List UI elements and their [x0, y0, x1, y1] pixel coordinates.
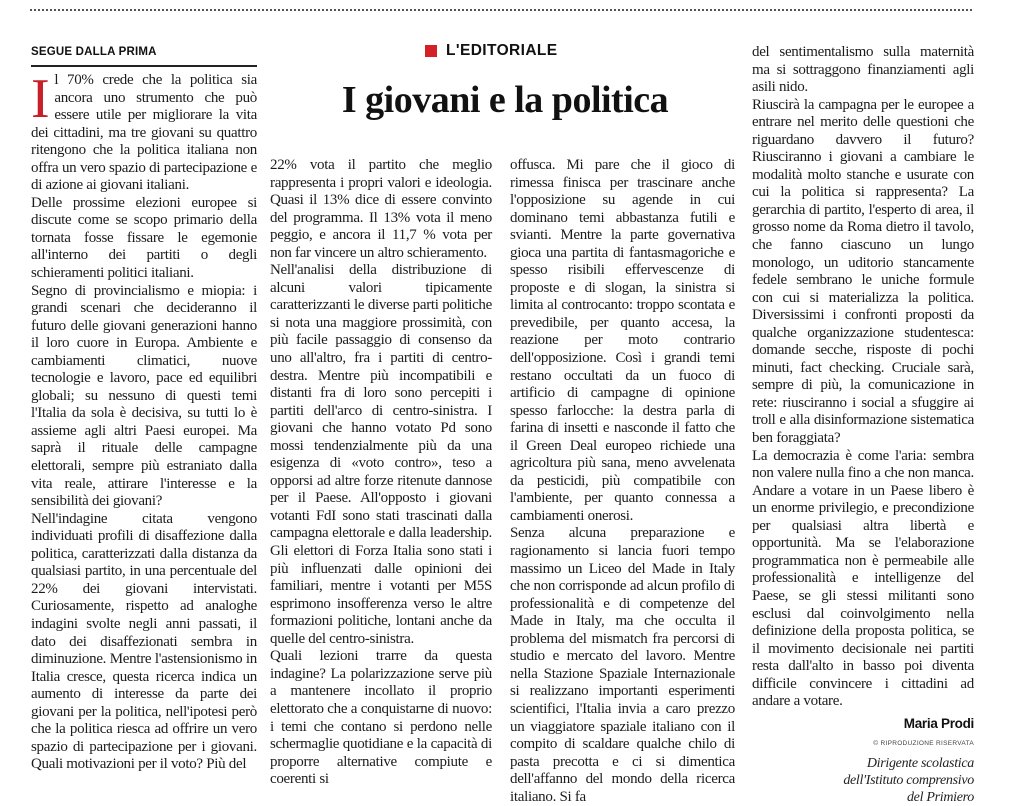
author-role-line: dell'Istituto comprensivo: [843, 772, 974, 788]
article-paragraph: Quali lezioni trarre da questa indagine? La polarizzazione serve più a mantenere incollato il proprio elettorato che a conquistarne di nuovo: i temi che contano si perdono nelle schermaglie quotidiane e la capacità di proporre alternative compiute e coerenti si: [270, 648, 492, 788]
article-paragraph: [31, 68, 257, 195]
continued-kicker: SEGUE DALLA PRIMA: [31, 46, 257, 67]
drop-cap: I: [31, 68, 50, 130]
article-column-4: [752, 44, 974, 806]
copyright-note: © RIPRODUZIONE RISERVATA: [873, 740, 974, 748]
author-role-line: del Primiero: [906, 789, 974, 805]
author-signature: Maria Prodi: [903, 715, 974, 731]
article-column-1: [31, 68, 257, 774]
section-square-icon: [425, 45, 437, 57]
article-paragraph: Nell'indagine citata vengono individuati profili di disaffezione dalla politica, caratterizzati dalla distanza da qualsiasi partito, in una percentuale del 22% dei giovani intervistati. Curiosamente, rispetto ad analoghe indagini svolte negli anni passati, il dato dei disaffezionati sembra in diminuzione. Mentre l'astensionismo in Italia cresce, questa ricerca indica un aumento di interesse da parte dei giovani per la politica, nell'ipotesi però che la politica riesca ad offrire un vero spazio di partecipazione per i giovani. Quali motivazioni per il voto? Più del: [31, 510, 257, 773]
article-paragraph: Segno di provincialismo e miopia: i grandi scenari che decideranno il futuro delle giovani generazioni hanno il loro cuore in Europa. Ambiente e cambiamenti climatici, nuove tecnologie e lavoro, pace ed equilibri globali; su nessuno di questi temi l'Italia da sola è decisiva, su tutti lo è assieme agli altri Paesi europei. Ma saprà il rituale delle campagne elettorali, sempre più estraniato dalla vita reale, attirare l'interesse e la sensibilità dei giovani?: [31, 282, 257, 510]
paragraph-text: l 70% crede che la politica sia ancora uno strumento che può essere utile per migliorare la vita dei cittadini, ma tre giovani su quattro ritengono che la politica italiana non offra un vero spazio di partecipazione e di azione ai giovani italiani.: [31, 72, 257, 194]
section-label: [425, 42, 558, 60]
article-paragraph: del sentimentalismo sulla maternità ma si sottraggono finanziamenti agli asili nido.: [752, 44, 974, 96]
article-column-3: [510, 157, 735, 806]
article-paragraph: Senza alcuna preparazione e ragionamento si lancia fuori tempo massimo un Liceo del Made in Italy che non corrisponde ad alcun profilo di professionalità e di competenze del Made in Italy, ma che occulta il problema del mismatch fra percorsi di studio e mercato del lavoro. Mentre nella Stazione Spaziale Internazionale si realizzano importanti esperimenti scientifici, l'Italia invia a caro prezzo un viaggiatore spaziale italiano con il compito di scaldare qualche chilo di pasta precotta e ci si dimentica dell'affanno del mondo della ricerca italiano. Si fa: [510, 525, 735, 805]
author-role-line: Dirigente scolastica: [866, 755, 974, 771]
article-paragraph: offusca. Mi pare che il gioco di rimessa finisca per trascinare anche l'opposizione su agende in cui dominano temi abbastanza futili e svianti. Mentre la parte governativa gioca una partita di fantasmagoriche e spesso risibili effervescenze di proposte e di slogan, la sinistra si limita al controcanto: troppo scontata e prevedibile, per quanto accesa, la reazione per moto contrario dell'opposizione. Così i grandi temi restano occultati da un fuoco di artificio di campagne di opinione spesso farlocche: la destra parla di farina di insetti e nasconde il fatto che il Green Deal europeo richiede una agricoltura più sana, meno avvelenata da pesticidi, più compatibile con l'ambiente, per quanto connessa a cambiamenti onerosi.: [510, 157, 735, 524]
article-paragraph: La democrazia è come l'aria: sembra non valere nulla fino a che non manca. Andare a votare in un Paese libero è un enorme privilegio, e precondizione per qualsiasi altra libertà e opportunità. Ma se l'elaborazione programmatica non è permeabile alle professionalità e intelligenze del Paese, se gli stessi militanti sono esclusi dal coinvolgimento nella definizione della proposta politica, se il movimento decisionale nei partiti resta dall'alto in basso poi diventa difficile convincere i cittadini ad andare a votare.: [752, 447, 974, 710]
section-label-text: L'EDITORIALE: [446, 42, 558, 59]
author-role: [752, 755, 974, 806]
top-dotted-rule: [30, 9, 972, 11]
headline: I giovani e la politica: [341, 79, 669, 121]
article-column-2: [270, 157, 492, 789]
article-paragraph: 22% vota il partito che meglio rappresenta i propri valori e ideologia. Quasi il 13% dice di essere convinto del programma. Il 13% vota il meno peggio, e ancora il 11,7 % vota per non far vincere un altro schieramento.: [270, 157, 492, 261]
article-paragraph: Delle prossime elezioni europee si discute come se scopo primario della tornata fosse fissare le egemonie all'interno dei partiti o degli schieramenti politici italiani.: [31, 194, 257, 282]
article-paragraph: Riuscirà la campagna per le europee a entrare nel merito delle questioni che riguardano davvero il futuro? Riusciranno i giovani a cambiare le modalità molto stanche e usurate con cui la politica si rappresenta? La gerarchia di partito, l'esperto di area, il grosso nome da Roma dietro il tavolo, che fanno ciascuno un lungo monologo, un uditorio stancamente fedele sembrano le uniche formule con cui si materializza la politica. Diversissimi i confronti proposti da qualche organizzazione studentesca: domande secche, risposte di pochi minuti, fact checking. Cruciale sarà, sempre di più, la comunicazione in rete: riusciranno i social a sfuggire ai troll e alla disinformazione sistematica ben foraggiata?: [752, 96, 974, 447]
article-paragraph: Nell'analisi della distribuzione di alcuni valori tipicamente caratterizzanti le diverse parti politiche si nota una maggiore prossimità, con più facile passaggio di consenso da uno all'altro, fra i partiti di centro-destra. Mentre più incompatibili e distanti fra di loro sono percepiti i partiti dell'arco di centro-sinistra. I giovani che hanno votato Pd sono mossi tendenzialmente più da una esigenza di «voto contro», teso a opporsi ad altre forze ritenute dannose per il Paese. All'opposto i giovani votanti FdI sono stati trascinati dalla campagna elettorale e dalla leadership. Gli elettori di Forza Italia sono stati i più influenzati dalle opinioni dei familiari, mentre i votanti per M5S esprimono insofferenza verso le altre formazioni politiche, lontani anche da quelle del centro-sinistra.: [270, 262, 492, 647]
